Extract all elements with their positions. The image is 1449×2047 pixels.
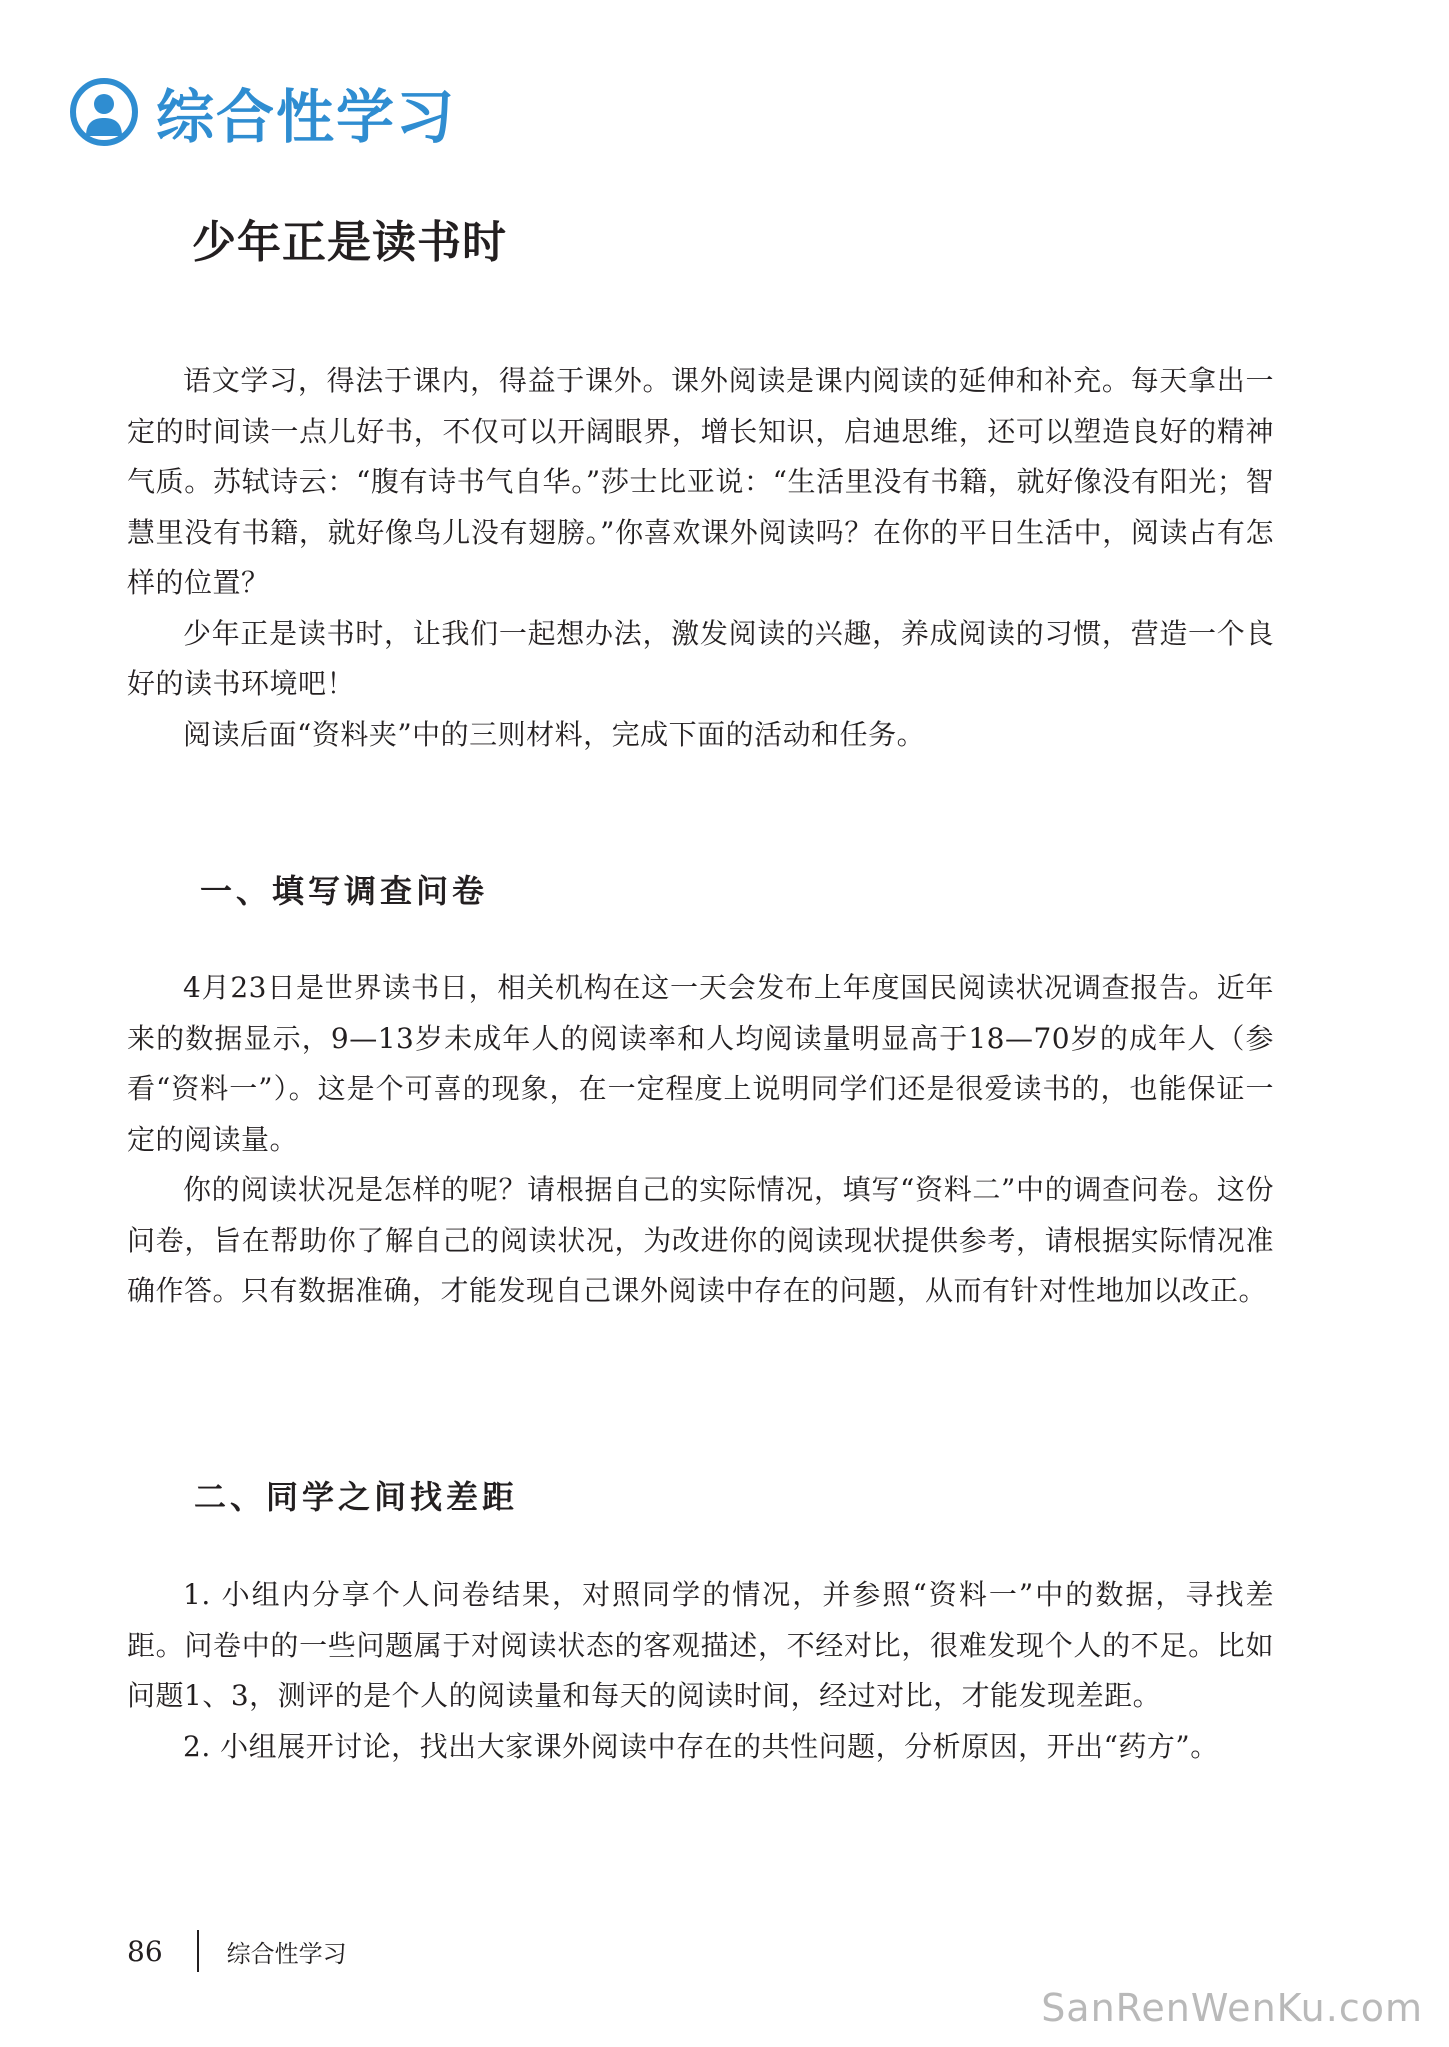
page-number: 86 — [127, 1934, 163, 1968]
footer-label: 综合性学习 — [226, 1939, 347, 1968]
watermark: SanRenWenKu.com — [1041, 1986, 1423, 2030]
footer-divider — [197, 1930, 199, 1972]
paragraph: 2. 小组展开讨论，找出大家课外阅读中存在的共性问题，分析原因，开出“药方”。 — [183, 1729, 1219, 1763]
paragraph: 阅读后面“资料夹”中的三则材料，完成下面的活动和任务。 — [183, 717, 926, 751]
person-icon — [70, 78, 138, 146]
section-heading: 二、同学之间找差距 — [194, 1478, 519, 1516]
section-heading: 一、填写调查问卷 — [200, 872, 489, 910]
paragraph: 4月23日是世界读书日，相关机构在这一天会发布上年度国民阅读状况调查报告。近年来的数据显示，9—13岁未成年人的阅读率和人均阅读量明显高于18—70岁的成年人（参看“资料一”）。这是个可喜的现象，在一定程度上说明同学们还是很爱读书的，也能保证一定的阅读量。 — [127, 971, 1274, 1156]
page-footer — [127, 1930, 347, 1972]
page-title: 少年正是读书时 — [192, 217, 507, 268]
paragraph: 你的阅读状况是怎样的呢？请根据自己的实际情况，填写“资料二”中的调查问卷。这份问卷，旨在帮助你了解自己的阅读状况，为改进你的阅读现状提供参考，请根据实际情况准确作答。只有数据准确，才能发现自己课外阅读中存在的问题，从而有针对性地加以改正。 — [127, 1173, 1274, 1307]
section-body — [127, 963, 1274, 1317]
section-body — [127, 1570, 1274, 1772]
intro-text — [127, 356, 1274, 760]
header-title: 综合性学习 — [156, 83, 457, 151]
paragraph: 1. 小组内分享个人问卷结果，对照同学的情况，并参照“资料一”中的数据，寻找差距。问卷中的一些问题属于对阅读状态的客观描述，不经对比，很难发现个人的不足。比如问题1、3，测评的是个人的阅读量和每天的阅读时间，经过对比，才能发现差距。 — [127, 1578, 1274, 1712]
section-header — [70, 72, 456, 152]
paragraph: 少年正是读书时，让我们一起想办法，激发阅读的兴趣，养成阅读的习惯，营造一个良好的读书环境吧！ — [127, 616, 1274, 700]
paragraph: 语文学习，得法于课内，得益于课外。课外阅读是课内阅读的延伸和补充。每天拿出一定的时间读一点儿好书，不仅可以开阔眼界，增长知识，启迪思维，还可以塑造良好的精神气质。苏轼诗云：“腹有诗书气自华。”莎士比亚说：“生活里没有书籍，就好像没有阳光；智慧里没有书籍，就好像鸟儿没有翅膀。”你喜欢课外阅读吗？在你的平日生活中，阅读占有怎样的位置？ — [127, 364, 1274, 599]
